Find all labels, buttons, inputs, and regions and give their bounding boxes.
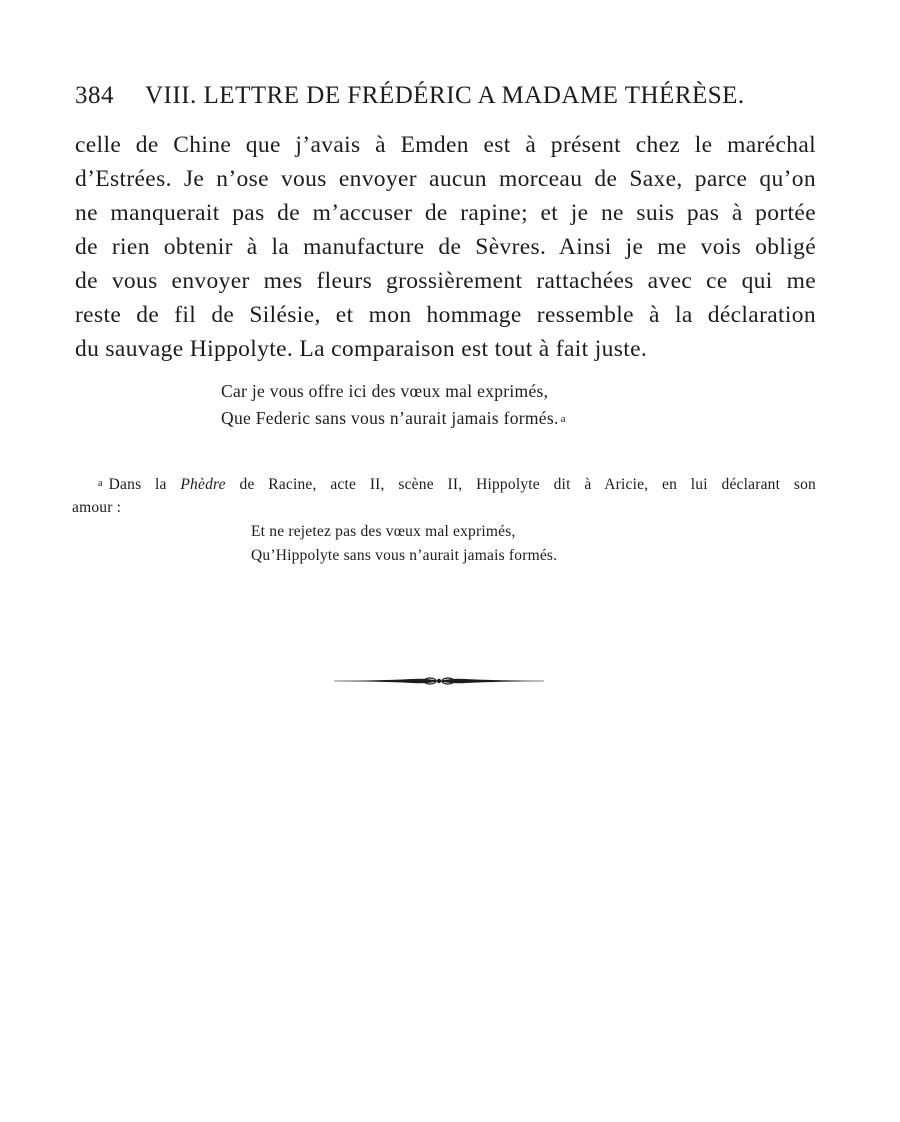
footnote-reference[interactable]: a [560, 413, 566, 425]
footnote-italic-title: Phèdre [180, 476, 226, 493]
tailpiece-ornament-icon [332, 672, 546, 690]
running-header [75, 82, 825, 116]
body-paragraph [75, 128, 816, 366]
verse-line [221, 405, 566, 433]
footnote-marker: a [98, 478, 103, 489]
body-line: d’Estrées. Je n’ose vous envoyer aucun morceau de Saxe, parce qu’on [75, 166, 816, 192]
footnote-verse-line: Qu’Hippolyte sans vous n’aurait jamais formés. [251, 547, 558, 564]
page-number: 384 [75, 82, 114, 109]
footnote-line [72, 472, 816, 496]
running-title: VIII. LETTRE DE FRÉDÉRIC A MADAME THÉRÈSE. [145, 82, 745, 109]
footnote-verse-line: Et ne rejetez pas des vœux mal exprimés, [251, 523, 516, 540]
footnote [72, 472, 816, 519]
footnote-text: de Racine, acte II, scène II, Hippolyte dit à Aricie, en lui déclarant son [225, 476, 816, 493]
body-line: du sauvage Hippolyte. La comparaison est tout à fait juste. [75, 336, 648, 362]
body-line: celle de Chine que j’avais à Emden est à présent chez le maréchal [75, 132, 816, 158]
verse-line-text: Que Federic sans vous n’aurait jamais formés. [221, 408, 559, 428]
body-line: de vous envoyer mes fleurs grossièrement rattachées avec ce qui me [75, 268, 816, 294]
footnote-verse [251, 520, 557, 568]
verse-line: Car je vous offre ici des vœux mal exprimés, [221, 381, 549, 401]
footnote-line: amour : [72, 499, 122, 516]
body-line: reste de fil de Silésie, et mon hommage ressemble à la déclaration [75, 302, 816, 328]
verse-quotation [221, 378, 566, 433]
body-line: de rien obtenir à la manufacture de Sèvres. Ainsi je me vois obligé [75, 234, 816, 260]
body-line: ne manquerait pas de m’accuser de rapine; et je ne suis pas à portée [75, 200, 816, 226]
footnote-text: Dans la [108, 476, 181, 493]
